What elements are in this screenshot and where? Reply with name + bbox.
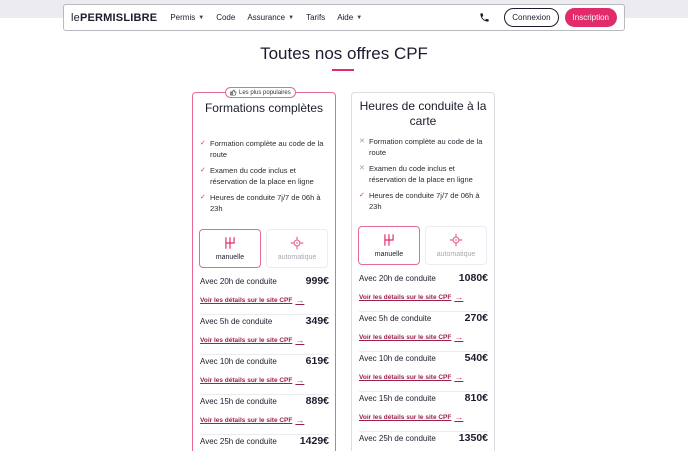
link-label: Voir les détails sur le site CPF bbox=[200, 296, 293, 304]
toggle-manual[interactable] bbox=[199, 229, 261, 268]
offer-price: 349€ bbox=[305, 315, 329, 327]
offer-row bbox=[359, 312, 488, 352]
offer-row bbox=[359, 352, 488, 392]
arrow-right-icon: → bbox=[295, 375, 305, 385]
feature-item bbox=[359, 163, 488, 185]
cpf-details-link[interactable] bbox=[359, 412, 463, 422]
offer-card-formations bbox=[192, 89, 336, 451]
manual-gearbox-icon bbox=[382, 233, 396, 247]
feature-text: Heures de conduite 7j/7 de 06h à 23h bbox=[210, 193, 321, 213]
arrow-right-icon: → bbox=[454, 292, 464, 302]
offer-row bbox=[359, 432, 488, 451]
navbar bbox=[63, 4, 625, 31]
link-label: Voir les détails sur le site CPF bbox=[359, 373, 452, 381]
offer-label: Avec 20h de conduite bbox=[200, 277, 277, 286]
toggle-manual[interactable] bbox=[358, 226, 420, 265]
main-background bbox=[0, 18, 688, 451]
nav-item-label: Code bbox=[216, 13, 236, 22]
cpf-details-link[interactable] bbox=[359, 372, 463, 382]
cpf-details-link[interactable] bbox=[359, 332, 463, 342]
cpf-details-link[interactable] bbox=[200, 295, 304, 305]
arrow-right-icon: → bbox=[295, 415, 305, 425]
logo[interactable] bbox=[71, 12, 157, 24]
chevron-down-icon: ▼ bbox=[288, 14, 295, 21]
arrow-right-icon: → bbox=[295, 335, 305, 345]
arrow-right-icon: → bbox=[454, 412, 464, 422]
phone-icon[interactable] bbox=[477, 11, 491, 25]
nav-item-assurance[interactable] bbox=[247, 13, 294, 22]
popular-badge bbox=[225, 87, 296, 98]
offer-price: 889€ bbox=[305, 395, 329, 407]
badge-label: Les plus populaires bbox=[239, 89, 291, 96]
link-label: Voir les détails sur le site CPF bbox=[359, 333, 452, 341]
logo-main: PERMISLIBRE bbox=[79, 11, 158, 24]
card-title: Heures de conduite à la carte bbox=[359, 99, 487, 128]
feature-text: Formation complète au code de la route bbox=[210, 139, 324, 159]
arrow-right-icon: → bbox=[454, 332, 464, 342]
nav-item-label: Permis bbox=[170, 13, 196, 22]
nav-item-label: Tarifs bbox=[306, 13, 326, 22]
feature-list bbox=[359, 136, 488, 217]
toggle-label: manuelle bbox=[374, 251, 404, 258]
offer-price: 999€ bbox=[305, 275, 329, 287]
nav-item-aide[interactable] bbox=[337, 13, 362, 22]
offer-row bbox=[200, 395, 329, 435]
check-icon: ✓ bbox=[200, 140, 206, 147]
offer-price: 1429€ bbox=[299, 435, 329, 447]
check-icon: ✓ bbox=[200, 194, 206, 201]
feature-list bbox=[200, 138, 329, 219]
cpf-details-link[interactable] bbox=[200, 375, 304, 385]
signup-button[interactable]: Inscription bbox=[565, 8, 617, 27]
offer-price: 540€ bbox=[464, 352, 488, 364]
gearbox-toggle bbox=[358, 226, 487, 265]
feature-text: Formation complète au code de la route bbox=[369, 137, 483, 157]
offer-label: Avec 25h de conduite bbox=[200, 437, 277, 446]
arrow-right-icon: → bbox=[295, 295, 305, 305]
feature-item bbox=[200, 192, 329, 214]
arrow-right-icon: → bbox=[454, 372, 464, 382]
chevron-down-icon: ▼ bbox=[198, 14, 205, 21]
cross-icon: ✕ bbox=[359, 165, 365, 172]
gearbox-toggle bbox=[199, 229, 328, 268]
nav-item-code[interactable] bbox=[216, 13, 235, 22]
link-label: Voir les détails sur le site CPF bbox=[359, 413, 452, 421]
feature-item bbox=[359, 136, 488, 158]
offer-label: Avec 15h de conduite bbox=[359, 394, 436, 403]
thumbs-up-icon bbox=[230, 89, 237, 96]
card-title: Formations complètes bbox=[204, 101, 324, 115]
offer-price: 270€ bbox=[464, 312, 488, 324]
offer-label: Avec 10h de conduite bbox=[359, 354, 436, 363]
offer-label: Avec 5h de conduite bbox=[359, 314, 432, 323]
offer-list bbox=[200, 275, 329, 451]
offer-row bbox=[200, 315, 329, 355]
feature-item bbox=[200, 138, 329, 160]
offer-row bbox=[200, 435, 329, 451]
offer-price: 810€ bbox=[464, 392, 488, 404]
toggle-label: automatique bbox=[436, 251, 476, 258]
feature-item bbox=[200, 165, 329, 187]
cpf-details-link[interactable] bbox=[359, 292, 463, 302]
toggle-label: automatique bbox=[277, 254, 317, 261]
offer-row bbox=[359, 392, 488, 432]
feature-item bbox=[359, 190, 488, 212]
offer-label: Avec 20h de conduite bbox=[359, 274, 436, 283]
offer-row bbox=[200, 355, 329, 395]
cpf-details-link[interactable] bbox=[200, 415, 304, 425]
toggle-automatic[interactable] bbox=[425, 226, 487, 265]
offer-price: 1350€ bbox=[458, 432, 488, 444]
page-title: Toutes nos offres CPF bbox=[260, 44, 428, 63]
link-label: Voir les détails sur le site CPF bbox=[200, 416, 293, 424]
nav-item-tarifs[interactable] bbox=[306, 13, 325, 22]
toggle-label: manuelle bbox=[215, 254, 245, 261]
offer-row bbox=[200, 275, 329, 315]
offer-row bbox=[359, 272, 488, 312]
offer-list bbox=[359, 272, 488, 451]
toggle-automatic[interactable] bbox=[266, 229, 328, 268]
offer-price: 619€ bbox=[305, 355, 329, 367]
manual-gearbox-icon bbox=[223, 236, 237, 250]
feature-text: Examen du code inclus et réservation de la place en ligne bbox=[369, 164, 473, 184]
nav-item-label: Assurance bbox=[247, 13, 286, 22]
offer-label: Avec 25h de conduite bbox=[359, 434, 436, 443]
title-underline bbox=[332, 69, 354, 71]
feature-text: Examen du code inclus et réservation de la place en ligne bbox=[210, 166, 314, 186]
offer-label: Avec 5h de conduite bbox=[200, 317, 273, 326]
feature-text: Heures de conduite 7j/7 de 06h à 23h bbox=[369, 191, 480, 211]
cross-icon: ✕ bbox=[359, 138, 365, 145]
automatic-gearbox-icon bbox=[290, 236, 304, 250]
nav-item-label: Aide bbox=[337, 13, 354, 22]
check-icon: ✓ bbox=[359, 192, 365, 199]
offer-label: Avec 15h de conduite bbox=[200, 397, 277, 406]
link-label: Voir les détails sur le site CPF bbox=[359, 293, 452, 301]
link-label: Voir les détails sur le site CPF bbox=[200, 376, 293, 384]
link-label: Voir les détails sur le site CPF bbox=[200, 336, 293, 344]
logo-prefix: le bbox=[71, 11, 80, 24]
offer-label: Avec 10h de conduite bbox=[200, 357, 277, 366]
nav-item-permis[interactable] bbox=[170, 13, 204, 22]
check-icon: ✓ bbox=[200, 167, 206, 174]
automatic-gearbox-icon bbox=[449, 233, 463, 247]
chevron-down-icon: ▼ bbox=[356, 14, 363, 21]
login-button[interactable]: Connexion bbox=[504, 8, 558, 27]
offer-card-heures bbox=[351, 92, 495, 451]
offer-price: 1080€ bbox=[458, 272, 488, 284]
cpf-details-link[interactable] bbox=[200, 335, 304, 345]
